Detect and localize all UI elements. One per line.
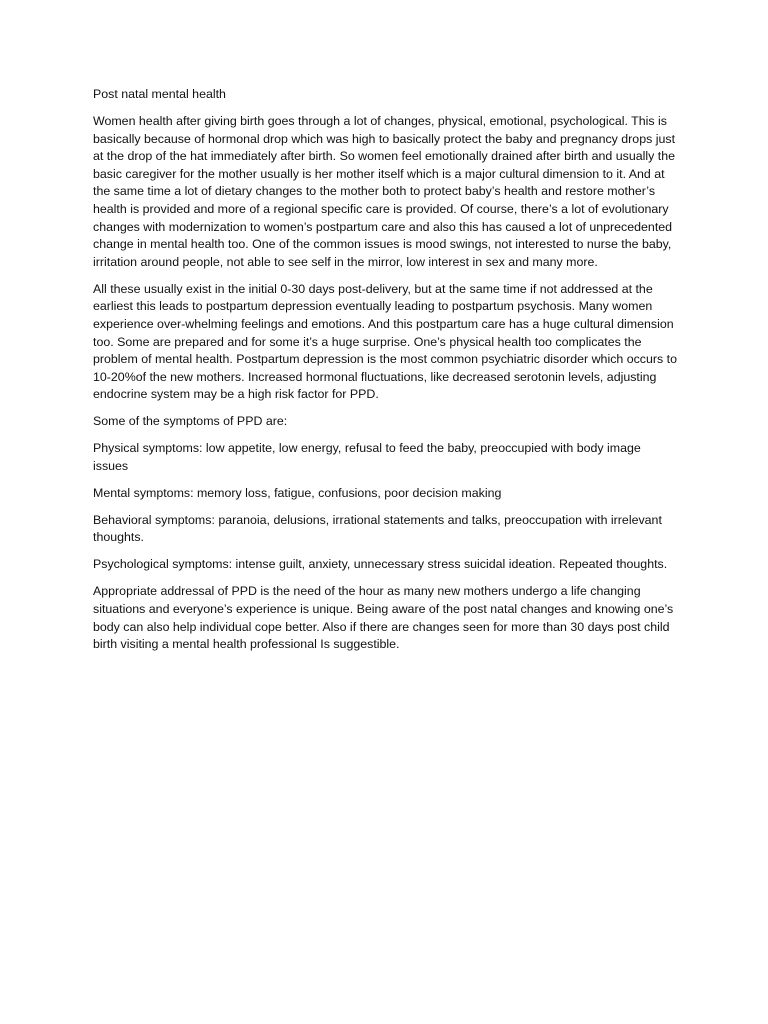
paragraph-physical-symptoms: Physical symptoms: low appetite, low energy, refusal to feed the baby, preoccupied with body image issues [93, 441, 641, 473]
document-body [93, 86, 677, 663]
paragraph-mental-symptoms: Mental symptoms: memory loss, fatigue, confusions, poor decision making [93, 485, 502, 500]
paragraph-conclusion: Appropriate addressal of PPD is the need of the hour as many new mothers undergo a life changing situations and everyone’s experience is unique. Being aware of the post natal changes and knowing one’s body can also help individual cope better. Also if there are changes seen for more than 30 days post child birth visiting a mental health professional Is suggestible. [93, 584, 674, 652]
document-title: Post natal mental health [93, 87, 226, 101]
paragraph-psychological-symptoms: Psychological symptoms: intense guilt, anxiety, unnecessary stress suicidal ideation. Repeated thoughts. [93, 557, 668, 572]
paragraph-intro: Women health after giving birth goes through a lot of changes, physical, emotional, psychological. This is basically because of hormonal drop which was high to basically protect the baby and pregnancy drops just at the drop of the hat immediately after birth. So women feel emotionally drained after birth and usually the basic caregiver for the mother usually is her mother itself which is a major cultural dimension to it. And at the same time a lot of dietary changes to the mother both to protect baby’s health and restore mother’s health is provided and more of a regional specific care is provided. Of course, there’s a lot of evolutionary changes with modernization to women’s postpartum care and also this has caused a lot of unprecedented change in mental health too. One of the common issues is mood swings, not interested to nurse the baby, irritation around people, not able to see self in the mirror, low interest in sex and many more. [93, 113, 676, 269]
paragraph-behavioral-symptoms: Behavioral symptoms: paranoia, delusions, irrational statements and talks, preoccupation with irrelevant thoughts. [93, 512, 662, 545]
paragraph-symptoms-heading: Some of the symptoms of PPD are: [93, 414, 288, 429]
paragraph-postpartum-depression: All these usually exist in the initial 0-30 days post-delivery, but at the same time if not addressed at the earliest this leads to postpartum depression eventually leading to postpartum psychosis. Many women experience over-whelming feelings and emotions. And this postpartum care has a huge cultural dimension too. Some are prepared and for some it’s a huge surprise. One’s physical health too complicates the problem of mental health. Postpartum depression is the most common psychiatric disorder which occurs to 10-20%of the new mothers. Increased hormonal fluctuations, like decreased serotonin levels, adjusting endocrine system may be a high risk factor for PPD. [93, 281, 677, 402]
